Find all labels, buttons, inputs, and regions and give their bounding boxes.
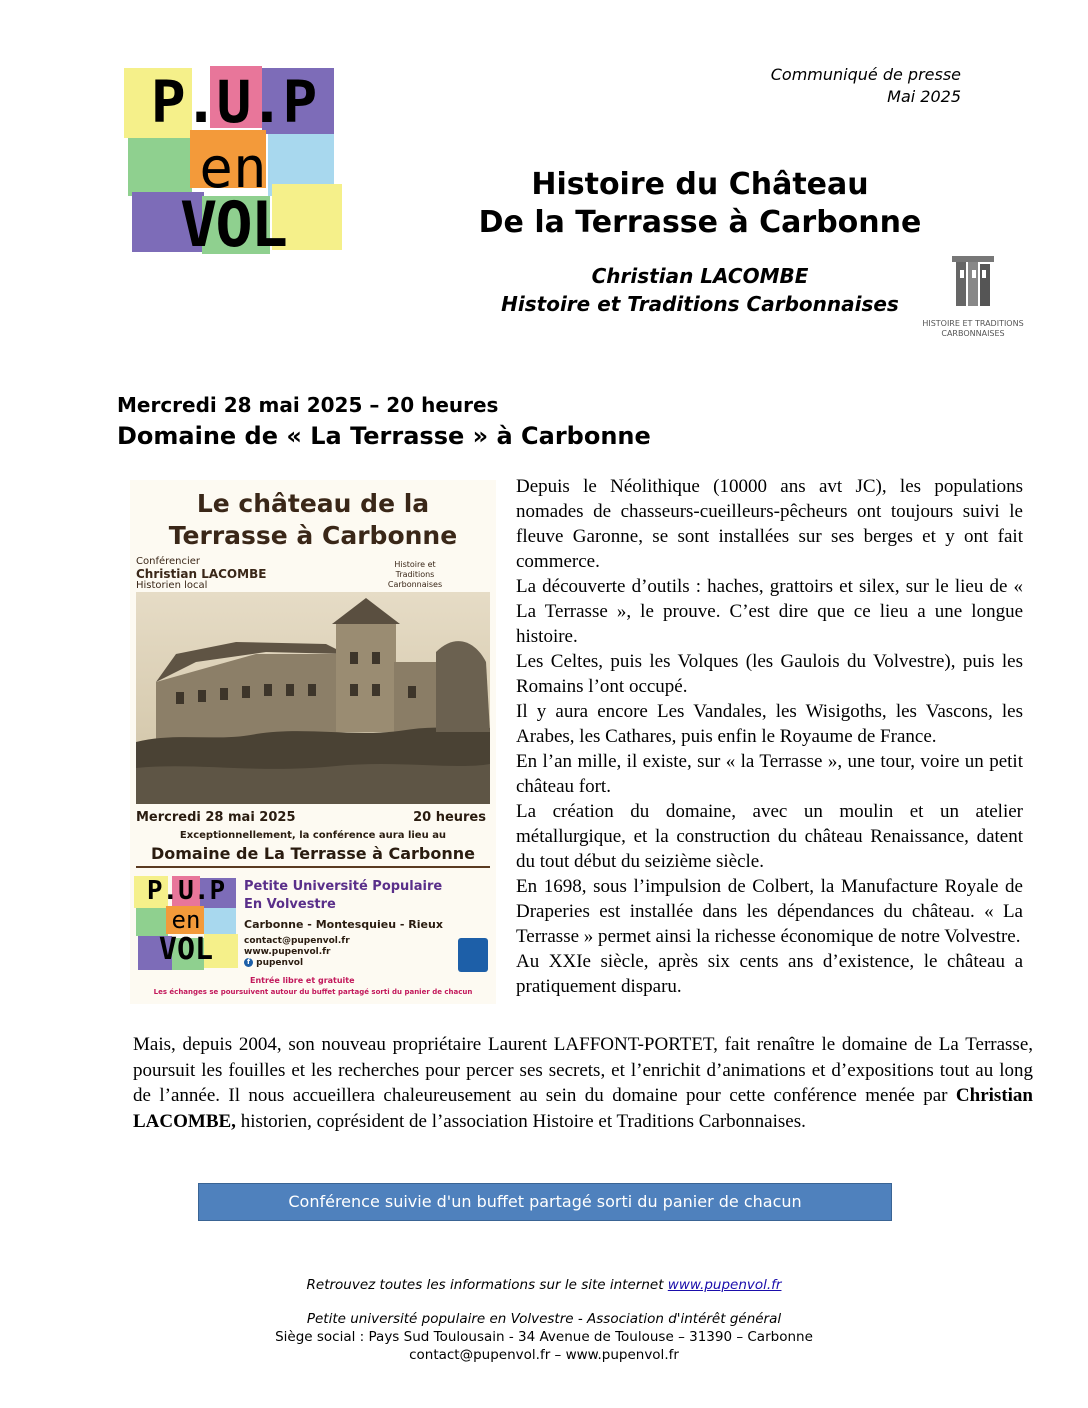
page-title	[440, 166, 960, 242]
poster-divider	[136, 866, 490, 868]
poster-logo-pup: P.U.P	[146, 876, 226, 906]
author-name: Christian LACOMBE	[591, 264, 809, 288]
website-link[interactable]: www.pupenvol.fr	[667, 1277, 782, 1293]
footer-info	[0, 1276, 1088, 1294]
history-paragraph: Les Celtes, puis les Volques (les Gaulois du Volvestre), puis les Romains l’ont occupé.	[516, 651, 1023, 697]
owner-paragraph	[133, 1032, 1033, 1134]
association-name: Histoire et Traditions Carbonnaises	[501, 292, 899, 316]
poster-assoc-line-3: Carbonnaises	[387, 580, 443, 589]
facebook-icon: f	[244, 958, 253, 967]
htc-association-logo	[916, 252, 1030, 344]
poster-pu-line-2: En Volvestre	[244, 897, 336, 912]
poster-speaker-name: Christian LACOMBE	[136, 567, 267, 581]
chateau-photo	[136, 592, 490, 804]
footer-association: Petite université populaire en Volvestre - Association d'intérêt général	[306, 1311, 782, 1327]
svg-text:HISTOIRE ET TRADITIONS: HISTOIRE ET TRADITIONS	[922, 319, 1024, 328]
title-line-1: Histoire du Château	[531, 167, 869, 202]
author-block	[470, 262, 930, 318]
castle-emblem-icon	[916, 252, 1030, 344]
poster-speaker-label: Conférencier	[136, 556, 201, 567]
history-paragraph: En l’an mille, il existe, sur « la Terrasse », une tour, voire un petit château fort.	[516, 751, 1023, 797]
poster-association	[386, 560, 444, 590]
poster-logo-en: en	[171, 906, 201, 934]
poster-assoc-line-2: Traditions	[395, 570, 435, 579]
footer-contact: contact@pupenvol.fr – www.pupenvol.fr	[409, 1347, 679, 1363]
history-paragraph: Il y aura encore Les Vandales, les Wisigoths, les Vascons, les Arabes, les Cathares, puis enfin le Royaume de France.	[516, 701, 1023, 747]
poster-pu-name	[244, 878, 442, 914]
event-date: Mercredi 28 mai 2025 – 20 heures	[117, 393, 499, 417]
owner-text-after: historien, coprésident de l’association Histoire et Traditions Carbonnaises.	[235, 1110, 806, 1132]
event-poster	[130, 480, 496, 1004]
poster-pup-logo	[134, 876, 238, 972]
history-paragraph: Depuis le Néolithique (10000 ans avt JC), les populations nomades de chasseurs-cueilleurs-pêcheurs ont toujours suivi le fleuve Garonne, se sont installées sur ses berges et y ont fait commerce.	[516, 476, 1023, 572]
history-paragraph: En 1698, sous l’impulsion de Colbert, la Manufacture Royale de Draperies est installée dans les dépendances du château. « La Terrasse » permet ainsi la richesse économique de notre Volvestre.	[516, 876, 1023, 947]
svg-text:CARBONNAISES: CARBONNAISES	[941, 329, 1005, 338]
owner-text-before: Mais, depuis 2004, son nouveau propriétaire Laurent LAFFONT-PORTET, fait renaître le domaine de La Terrasse, poursuit les fouilles et les recherches pour percer ses secrets, et l’enrichit d’animations et d’expositions tout au long de l’année. Il nous accueillera chaleureusement au sein du domaine pour cette conférence menée par	[133, 1034, 1033, 1106]
poster-contact-email: contact@pupenvol.fr	[244, 936, 350, 946]
poster-speaker	[136, 556, 266, 592]
press-release-label	[771, 64, 961, 108]
poster-entree: Entrée libre et gratuite	[250, 976, 355, 985]
history-paragraph: La création du domaine, avec un moulin et un atelier métallurgique, et la construction du château Renaissance, datent du tout début du seizième siècle.	[516, 801, 1023, 872]
poster-contact	[244, 936, 350, 969]
poster-date: Mercredi 28 mai 2025	[136, 810, 296, 825]
poster-pu-line-1: Petite Université Populaire	[244, 879, 443, 894]
poster-title-line-2: Terrasse à Carbonne	[168, 521, 458, 550]
logo-text-en: en	[199, 136, 267, 201]
poster-hour: 20 heures	[413, 810, 486, 825]
poster-title	[130, 488, 496, 552]
press-release-date: Mai 2025	[887, 87, 961, 106]
owner-paragraph-text	[133, 1032, 1033, 1134]
poster-domain: Domaine de La Terrasse à Carbonne	[150, 844, 476, 863]
poster-echanges: Les échanges se poursuivent autour du buffet partagé sorti du panier de chacun	[153, 988, 473, 996]
logo-text-vol: VOL	[180, 188, 286, 261]
event-place: Domaine de « La Terrasse » à Carbonne	[117, 422, 651, 450]
history-paragraph: La découverte d’outils : haches, grattoirs et silex, sur le lieu de « La Terrasse », le prouve. C’est dire que ce lieu a une longue histoire.	[516, 576, 1023, 647]
title-line-2: De la Terrasse à Carbonne	[478, 205, 922, 240]
poster-logo-vol: VOL	[158, 932, 214, 967]
history-paragraph: Au XXIe siècle, après six cents ans d’existence, le château a pratiquement disparu.	[516, 951, 1023, 997]
footer-address: Siège social : Pays Sud Toulousain - 34 Avenue de Toulouse – 31390 – Carbonne	[275, 1329, 813, 1345]
buffet-banner: Conférence suivie d'un buffet partagé sorti du panier de chacun	[198, 1183, 892, 1221]
poster-speaker-role: Historien local	[136, 580, 208, 591]
poster-title-line-1: Le château de la	[196, 489, 430, 518]
poster-facebook-handle: pupenvol	[256, 958, 304, 968]
poster-towns: Carbonne - Montesquieu - Rieux	[244, 918, 443, 931]
history-column	[516, 474, 1023, 999]
speaker-name-bold: Christian LACOMBE,	[133, 1085, 1033, 1132]
logo-text-pup: P.U.P	[150, 68, 316, 136]
poster-assoc-line-1: Histoire et	[394, 560, 436, 569]
poster-exception: Exceptionnellement, la conférence aura lieu au	[179, 830, 447, 841]
radio-galaxie-logo	[458, 938, 488, 972]
poster-contact-facebook	[244, 958, 350, 969]
footer-info-text: Retrouvez toutes les informations sur le site internet	[306, 1277, 668, 1293]
pup-en-vol-logo	[122, 66, 344, 261]
poster-contact-site: www.pupenvol.fr	[244, 947, 331, 957]
press-release-text: Communiqué de presse	[770, 65, 961, 84]
